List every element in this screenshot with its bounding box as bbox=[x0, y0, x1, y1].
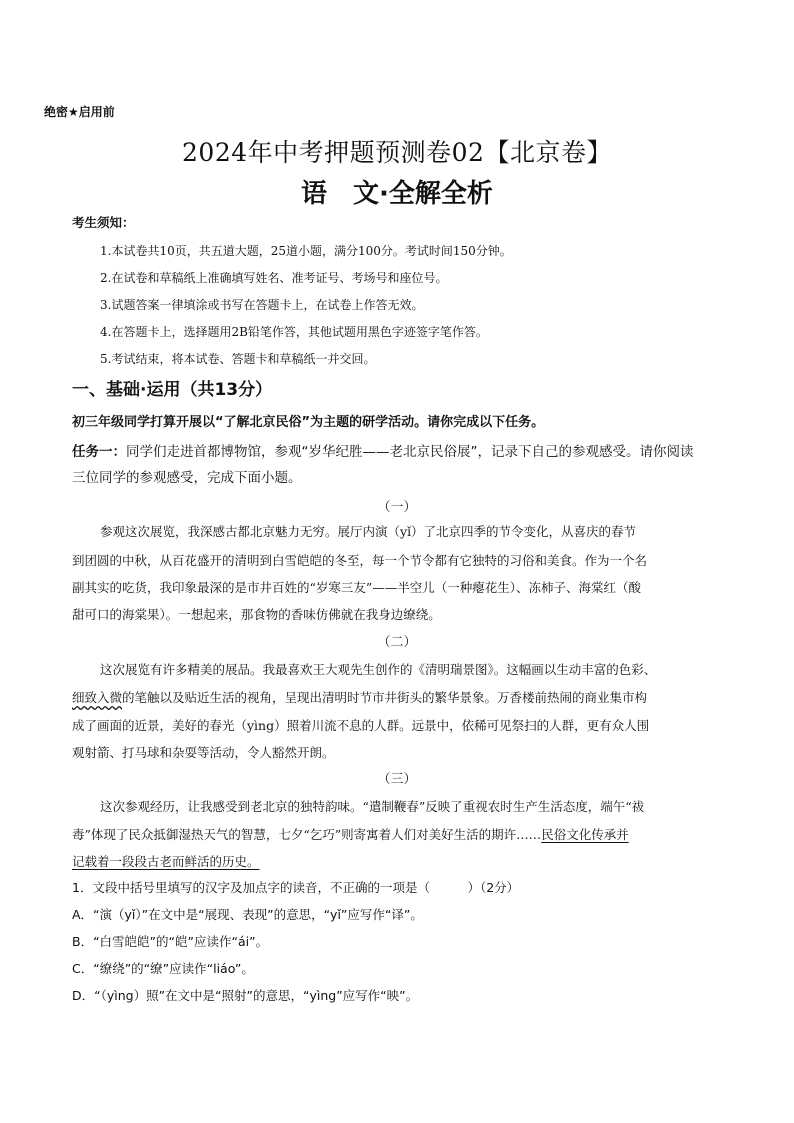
option-a: A．“演（yǐ）”在文中是“展现、表现”的意思，“yǐ”应写作“译”。 bbox=[72, 907, 423, 922]
section-intro: 初三年级同学打算开展以“了解北京民俗”为主题的研学活动。请你完成以下任务。 bbox=[72, 415, 545, 430]
underlined-sentence: 记载着一段段古老而鲜活的历史。 bbox=[72, 854, 260, 869]
notice-item: 3.试题答案一律填涂或书写在答题卡上，在试卷上作答无效。 bbox=[100, 298, 424, 312]
task-line: 三位同学的参观感受，完成下面小题。 bbox=[72, 470, 302, 486]
section-heading: 一、基础·运用（共13分） bbox=[72, 380, 273, 400]
notice-heading: 考生须知： bbox=[72, 215, 135, 230]
passage-line-rest: 的笔触以及贴近生活的视角，呈现出清明时节市井街头的繁华景象。万香楼前热闹的商业集市构 bbox=[122, 690, 648, 705]
passage-label: （一） bbox=[377, 500, 417, 515]
passage-line: 这次参观经历，让我感受到老北京的独特韵味。“遣制鞭春”反映了重视农时生产生活态度，端午“祓 bbox=[100, 799, 645, 814]
notice-item: 2.在试卷和草稿纸上准确填写姓名、准考证号、考场号和座位号。 bbox=[100, 271, 448, 285]
passage-line: 成了画面的近景，美好的春光（yìng）照着川流不息的人群。远景中，依稀可见祭扫的人群，更有众人围 bbox=[72, 718, 650, 733]
passage-line: 副其实的吃货，我印象最深的是市井百姓的“岁寒三友”——半空儿（一种瘪花生）、冻柿子、海棠红（酸 bbox=[72, 580, 642, 595]
notice-item: 4.在答题卡上，选择题用2B铅笔作答，其他试题用黑色字迹签字笔作答。 bbox=[100, 325, 488, 339]
option-c: C．“缭绕”的“缭”应读作“liáo”。 bbox=[72, 961, 254, 976]
option-b: B．“白雪皑皑”的“皑”应读作“ái”。 bbox=[72, 934, 269, 949]
underlined-sentence: 民俗文化传承并 bbox=[541, 827, 629, 842]
notice-item: 5.考试结束，将本试卷、答题卡和草稿纸一并交回。 bbox=[100, 352, 376, 366]
passage-line bbox=[72, 825, 629, 843]
wavy-underlined-phrase: 细致入微 bbox=[72, 690, 123, 705]
task-label: 任务一： bbox=[72, 444, 126, 460]
passage-label: （二） bbox=[377, 635, 417, 650]
confidential-label: 绝密★启用前 bbox=[44, 105, 115, 119]
passage-line: 参观这次展览，我深感古都北京魅力无穷。展厅内演（yǐ）了北京四季的节令变化，从喜庆的春节 bbox=[100, 524, 637, 539]
passage-line-part: 毒”体现了民众抵御湿热天气的智慧，七夕“乞巧”则寄寓着人们对美好生活的期许…… bbox=[72, 827, 542, 842]
task-line bbox=[72, 440, 694, 460]
option-d: D．“（yìng）照”在文中是“照射”的意思，“yìng”应写作“映”。 bbox=[72, 988, 419, 1003]
question-stem: 1．文段中括号里填写的汉字及加点字的读音，不正确的一项是（ ）（2分） bbox=[72, 880, 520, 895]
passage-line: 观射箭、打马球和杂耍等活动，令人豁然开朗。 bbox=[72, 745, 335, 760]
passage-line: 到团圆的中秋，从百花盛开的清明到白雪皑皑的冬至，每一个节令都有它独特的习俗和美食。作为一个名 bbox=[72, 553, 648, 568]
page-title: 2024年中考押题预测卷02【北京卷】 bbox=[182, 138, 612, 167]
page-subtitle: 语 文·全解全析 bbox=[301, 179, 493, 209]
passage-line: 甜可口的海棠果）。一想起来，那食物的香味仿佛就在我身边缭绕。 bbox=[72, 607, 441, 622]
task-text: 同学们走进首都博物馆，参观“岁华纪胜——老北京民俗展”，记录下自己的参观感受。请你阅读 bbox=[126, 444, 694, 460]
passage-label: （三） bbox=[377, 772, 417, 787]
passage-line: 这次展览有许多精美的展品。我最喜欢王大观先生创作的《清明瑞景图》。这幅画以生动丰富的色彩、 bbox=[100, 662, 657, 677]
passage-line bbox=[72, 688, 647, 706]
notice-item: 1.本试卷共10页，共五道大题，25道小题，满分100分。考试时间150分钟。 bbox=[100, 244, 512, 258]
